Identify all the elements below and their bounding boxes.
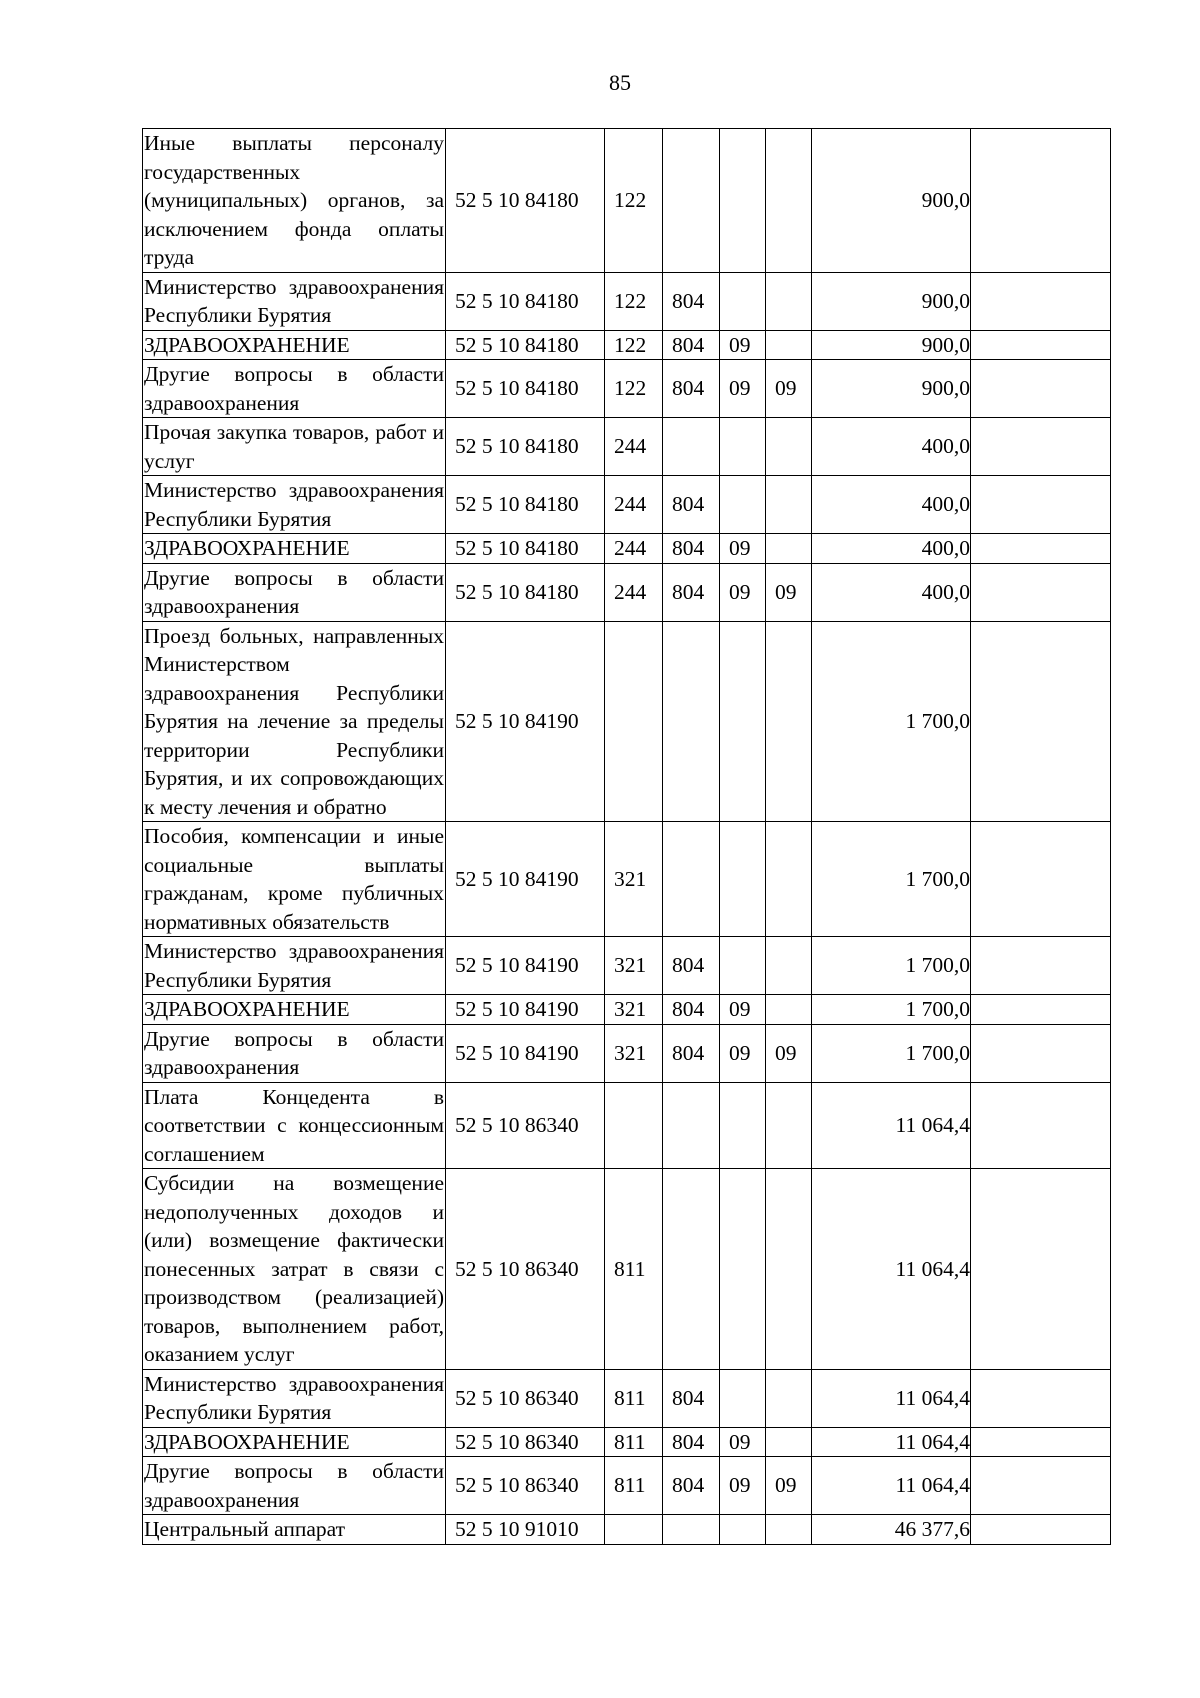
subsection-code bbox=[766, 822, 812, 937]
section-code bbox=[720, 272, 766, 330]
subsection-code bbox=[766, 129, 812, 273]
ministry-code: 804 bbox=[663, 995, 720, 1025]
section-code bbox=[720, 621, 766, 822]
ministry-code bbox=[663, 418, 720, 476]
subsection-code bbox=[766, 1082, 812, 1169]
ministry-code bbox=[663, 822, 720, 937]
budget-table bbox=[142, 128, 1111, 1545]
amount: 400,0 bbox=[812, 476, 971, 534]
table-row bbox=[143, 1024, 1111, 1082]
subsection-code bbox=[766, 272, 812, 330]
table-row bbox=[143, 563, 1111, 621]
table-row bbox=[143, 360, 1111, 418]
subsection-code bbox=[766, 937, 812, 995]
row-name: ЗДРАВООХРАНЕНИЕ bbox=[143, 995, 446, 1025]
ministry-code bbox=[663, 129, 720, 273]
target-code: 52 5 10 84190 bbox=[446, 1024, 605, 1082]
target-code: 52 5 10 84190 bbox=[446, 621, 605, 822]
subsection-code: 09 bbox=[766, 563, 812, 621]
amount: 1 700,0 bbox=[812, 822, 971, 937]
table-row bbox=[143, 1427, 1111, 1457]
table-row bbox=[143, 1369, 1111, 1427]
target-code: 52 5 10 84180 bbox=[446, 360, 605, 418]
expense-type: 321 bbox=[605, 937, 663, 995]
row-name: Центральный аппарат bbox=[143, 1515, 446, 1545]
amount: 900,0 bbox=[812, 129, 971, 273]
row-name: ЗДРАВООХРАНЕНИЕ bbox=[143, 330, 446, 360]
extra-cell bbox=[971, 621, 1111, 822]
target-code: 52 5 10 86340 bbox=[446, 1082, 605, 1169]
subsection-code bbox=[766, 1169, 812, 1370]
target-code: 52 5 10 84190 bbox=[446, 937, 605, 995]
row-name: Министерство здравоохранения Республики Бурятия bbox=[143, 476, 446, 534]
row-name: Проезд больных, направленных Министерством здравоохранения Республики Бурятия на лечение за пределы территории Республики Бурятия, и их сопровождающих к месту лечения и обратно bbox=[143, 621, 446, 822]
extra-cell bbox=[971, 272, 1111, 330]
expense-type: 122 bbox=[605, 272, 663, 330]
section-code bbox=[720, 1082, 766, 1169]
extra-cell bbox=[971, 1024, 1111, 1082]
target-code: 52 5 10 84190 bbox=[446, 995, 605, 1025]
subsection-code bbox=[766, 1515, 812, 1545]
section-code: 09 bbox=[720, 330, 766, 360]
target-code: 52 5 10 84180 bbox=[446, 330, 605, 360]
subsection-code: 09 bbox=[766, 1024, 812, 1082]
ministry-code: 804 bbox=[663, 476, 720, 534]
expense-type: 811 bbox=[605, 1457, 663, 1515]
target-code: 52 5 10 86340 bbox=[446, 1169, 605, 1370]
target-code: 52 5 10 84180 bbox=[446, 272, 605, 330]
row-name: Другие вопросы в области здравоохранения bbox=[143, 563, 446, 621]
expense-type: 811 bbox=[605, 1369, 663, 1427]
target-code: 52 5 10 91010 bbox=[446, 1515, 605, 1545]
ministry-code bbox=[663, 1169, 720, 1370]
extra-cell bbox=[971, 360, 1111, 418]
extra-cell bbox=[971, 1369, 1111, 1427]
table-row bbox=[143, 418, 1111, 476]
table-row bbox=[143, 995, 1111, 1025]
section-code: 09 bbox=[720, 1024, 766, 1082]
subsection-code bbox=[766, 621, 812, 822]
amount: 400,0 bbox=[812, 534, 971, 564]
expense-type: 244 bbox=[605, 563, 663, 621]
amount: 11 064,4 bbox=[812, 1457, 971, 1515]
ministry-code: 804 bbox=[663, 534, 720, 564]
expense-type bbox=[605, 1515, 663, 1545]
row-name: Плата Концедента в соответствии с концессионным соглашением bbox=[143, 1082, 446, 1169]
ministry-code bbox=[663, 1082, 720, 1169]
expense-type: 321 bbox=[605, 1024, 663, 1082]
row-name: Прочая закупка товаров, работ и услуг bbox=[143, 418, 446, 476]
expense-type: 244 bbox=[605, 534, 663, 564]
target-code: 52 5 10 84180 bbox=[446, 563, 605, 621]
target-code: 52 5 10 86340 bbox=[446, 1457, 605, 1515]
table-row bbox=[143, 937, 1111, 995]
table-row bbox=[143, 1515, 1111, 1545]
expense-type: 122 bbox=[605, 129, 663, 273]
target-code: 52 5 10 84180 bbox=[446, 534, 605, 564]
table-row bbox=[143, 272, 1111, 330]
expense-type bbox=[605, 621, 663, 822]
table-row bbox=[143, 621, 1111, 822]
extra-cell bbox=[971, 330, 1111, 360]
expense-type: 122 bbox=[605, 330, 663, 360]
expense-type: 244 bbox=[605, 418, 663, 476]
extra-cell bbox=[971, 129, 1111, 273]
target-code: 52 5 10 86340 bbox=[446, 1427, 605, 1457]
section-code bbox=[720, 476, 766, 534]
amount: 900,0 bbox=[812, 272, 971, 330]
subsection-code: 09 bbox=[766, 360, 812, 418]
amount: 1 700,0 bbox=[812, 621, 971, 822]
amount: 1 700,0 bbox=[812, 995, 971, 1025]
expense-type bbox=[605, 1082, 663, 1169]
table-row bbox=[143, 129, 1111, 273]
amount: 11 064,4 bbox=[812, 1082, 971, 1169]
section-code: 09 bbox=[720, 1427, 766, 1457]
amount: 1 700,0 bbox=[812, 937, 971, 995]
expense-type: 811 bbox=[605, 1169, 663, 1370]
section-code: 09 bbox=[720, 563, 766, 621]
table-row bbox=[143, 534, 1111, 564]
ministry-code: 804 bbox=[663, 1024, 720, 1082]
section-code bbox=[720, 1169, 766, 1370]
row-name: Другие вопросы в области здравоохранения bbox=[143, 360, 446, 418]
ministry-code bbox=[663, 1515, 720, 1545]
extra-cell bbox=[971, 1082, 1111, 1169]
amount: 46 377,6 bbox=[812, 1515, 971, 1545]
extra-cell bbox=[971, 1169, 1111, 1370]
extra-cell bbox=[971, 822, 1111, 937]
table-row bbox=[143, 330, 1111, 360]
subsection-code: 09 bbox=[766, 1457, 812, 1515]
table-row bbox=[143, 1169, 1111, 1370]
table-row bbox=[143, 476, 1111, 534]
page-number: 85 bbox=[609, 70, 631, 95]
extra-cell bbox=[971, 418, 1111, 476]
amount: 11 064,4 bbox=[812, 1369, 971, 1427]
amount: 1 700,0 bbox=[812, 1024, 971, 1082]
amount: 400,0 bbox=[812, 563, 971, 621]
ministry-code: 804 bbox=[663, 1427, 720, 1457]
row-name: ЗДРАВООХРАНЕНИЕ bbox=[143, 1427, 446, 1457]
extra-cell bbox=[971, 995, 1111, 1025]
amount: 11 064,4 bbox=[812, 1427, 971, 1457]
target-code: 52 5 10 84180 bbox=[446, 418, 605, 476]
extra-cell bbox=[971, 476, 1111, 534]
expense-type: 321 bbox=[605, 822, 663, 937]
subsection-code bbox=[766, 1369, 812, 1427]
subsection-code bbox=[766, 330, 812, 360]
subsection-code bbox=[766, 995, 812, 1025]
section-code: 09 bbox=[720, 995, 766, 1025]
expense-type: 244 bbox=[605, 476, 663, 534]
section-code bbox=[720, 937, 766, 995]
row-name: Субсидии на возмещение недополученных доходов и (или) возмещение фактически понесенных затрат в связи с производством (реализацией) товаров, выполнением работ, оказанием услуг bbox=[143, 1169, 446, 1370]
extra-cell bbox=[971, 563, 1111, 621]
table-row bbox=[143, 1457, 1111, 1515]
section-code: 09 bbox=[720, 534, 766, 564]
expense-type: 122 bbox=[605, 360, 663, 418]
row-name: Министерство здравоохранения Республики Бурятия bbox=[143, 272, 446, 330]
amount: 400,0 bbox=[812, 418, 971, 476]
ministry-code: 804 bbox=[663, 1369, 720, 1427]
section-code bbox=[720, 129, 766, 273]
expense-type: 811 bbox=[605, 1427, 663, 1457]
ministry-code: 804 bbox=[663, 563, 720, 621]
target-code: 52 5 10 84190 bbox=[446, 822, 605, 937]
subsection-code bbox=[766, 534, 812, 564]
row-name: ЗДРАВООХРАНЕНИЕ bbox=[143, 534, 446, 564]
target-code: 52 5 10 86340 bbox=[446, 1369, 605, 1427]
extra-cell bbox=[971, 1515, 1111, 1545]
extra-cell bbox=[971, 1457, 1111, 1515]
table-row bbox=[143, 1082, 1111, 1169]
extra-cell bbox=[971, 534, 1111, 564]
amount: 11 064,4 bbox=[812, 1169, 971, 1370]
row-name: Пособия, компенсации и иные социальные выплаты гражданам, кроме публичных нормативных обязательств bbox=[143, 822, 446, 937]
row-name: Министерство здравоохранения Республики Бурятия bbox=[143, 1369, 446, 1427]
table-row bbox=[143, 822, 1111, 937]
row-name: Другие вопросы в области здравоохранения bbox=[143, 1024, 446, 1082]
row-name: Другие вопросы в области здравоохранения bbox=[143, 1457, 446, 1515]
section-code bbox=[720, 418, 766, 476]
amount: 900,0 bbox=[812, 360, 971, 418]
subsection-code bbox=[766, 476, 812, 534]
ministry-code: 804 bbox=[663, 937, 720, 995]
row-name: Министерство здравоохранения Республики Бурятия bbox=[143, 937, 446, 995]
ministry-code: 804 bbox=[663, 360, 720, 418]
section-code bbox=[720, 1369, 766, 1427]
ministry-code: 804 bbox=[663, 1457, 720, 1515]
ministry-code: 804 bbox=[663, 272, 720, 330]
section-code bbox=[720, 1515, 766, 1545]
subsection-code bbox=[766, 418, 812, 476]
target-code: 52 5 10 84180 bbox=[446, 476, 605, 534]
subsection-code bbox=[766, 1427, 812, 1457]
expense-type: 321 bbox=[605, 995, 663, 1025]
ministry-code bbox=[663, 621, 720, 822]
amount: 900,0 bbox=[812, 330, 971, 360]
row-name: Иные выплаты персоналу государственных (муниципальных) органов, за исключением фонда оплаты труда bbox=[143, 129, 446, 273]
extra-cell bbox=[971, 937, 1111, 995]
target-code: 52 5 10 84180 bbox=[446, 129, 605, 273]
ministry-code: 804 bbox=[663, 330, 720, 360]
extra-cell bbox=[971, 1427, 1111, 1457]
section-code bbox=[720, 822, 766, 937]
section-code: 09 bbox=[720, 1457, 766, 1515]
section-code: 09 bbox=[720, 360, 766, 418]
